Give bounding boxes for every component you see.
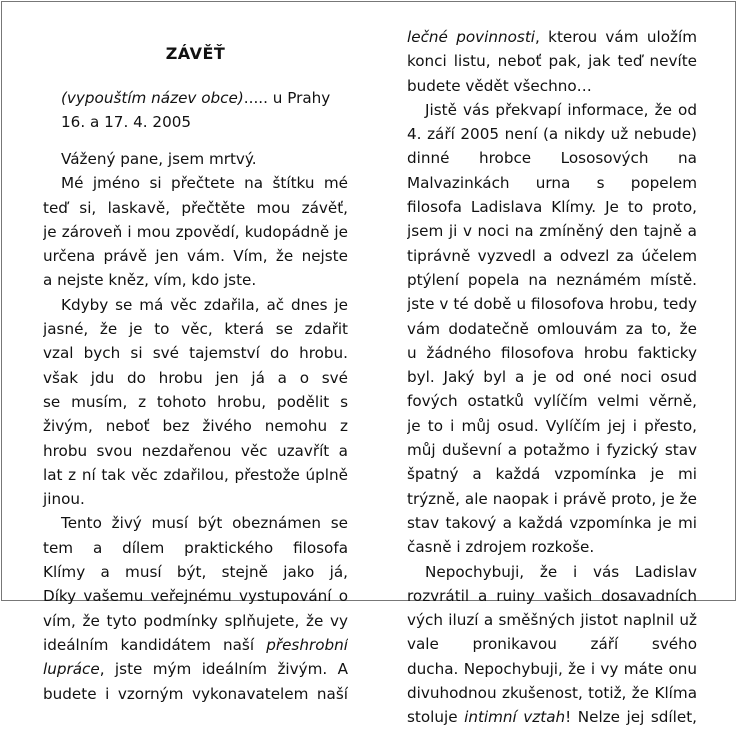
text-segment: budete i vzorným vykonavatelem naší	[43, 684, 348, 703]
text-line: divuhodnou zkušenost, totiž, že Klíma	[407, 684, 697, 703]
text-line: 4. září 2005 není (a nikdy už nebude)	[407, 125, 697, 144]
text-line: jste v té době u filosofova hrobu, tedy	[407, 295, 697, 314]
text-line	[43, 633, 348, 657]
text-line: Díky vašemu veřejnému vystupování o	[43, 587, 348, 606]
text-line: vám dodatečně omlouvám za to, že	[407, 319, 697, 338]
text-line: můj duševní a potažmo i fyzický stav	[407, 441, 697, 460]
text-line: tem a dílem praktického filosofa	[43, 538, 348, 557]
text-line: fových ostatků vylíčím velmi věrně,	[407, 392, 697, 411]
text-line: časně i zdrojem rozkoše.	[407, 538, 595, 557]
text-line	[43, 682, 348, 706]
text-segment: ideálním kandidátem naší	[43, 635, 267, 654]
text-line: Malvazinkách urna s popelem	[407, 173, 697, 192]
text-line: vale pronikavou září svého	[407, 635, 697, 654]
text-line	[407, 25, 697, 49]
text-line: u žádného filosofova hrobu fakticky	[407, 343, 697, 362]
text-line: lat z ní tak věc zdařilou, přestože úplně	[43, 465, 348, 484]
date-line: 16. a 17. 4. 2005	[61, 113, 192, 132]
place-line-italic: (vypouštím název obce)	[61, 89, 244, 107]
text-line: určena právě jen vám. Vím, že nejste	[43, 247, 348, 266]
text-line: byl. Jaký byl a je od oné noci osud	[407, 368, 697, 387]
text-line: Vážený pane, jsem mrtvý.	[61, 150, 257, 168]
text-line: Klímy a musí být, stejně jako já,	[43, 563, 348, 582]
right-body-text	[407, 25, 697, 730]
text-line: však jdu do hrobu jen já a o své	[43, 368, 348, 387]
italic-segment: přeshrobní	[266, 635, 348, 654]
text-line: Kdyby se má věc zdařila, ač dnes je	[61, 295, 348, 314]
text-line: vím, že tyto podmínky splňujete, že vy	[43, 611, 348, 630]
text-line: ptýlení popela na neznámém místě.	[407, 270, 697, 289]
text-line	[407, 705, 697, 729]
text-line: jsem ji v noci na zmíněný den tajně a	[407, 222, 697, 241]
text-line: rozvrátil a ruiny vašich dosavadních	[407, 586, 697, 605]
document-title: ZÁVĚŤ	[165, 44, 226, 63]
text-line: a nejste kněz, vím, kdo jste.	[43, 271, 257, 290]
text-line: ducha. Nepochybuji, že i vy máte onu	[407, 659, 697, 678]
text-segment: jasné, že je to věc, která se zdařit	[43, 320, 348, 339]
text-line: je to i můj osud. Vylíčím jej i přesto,	[407, 416, 697, 435]
text-segment: stoluje	[407, 708, 465, 727]
italic-segment: lupráce	[43, 660, 100, 679]
text-line: filosofa Ladislava Klímy. Je to proto,	[407, 198, 697, 217]
text-line: se musím, z tohoto hrobu, podělit s	[43, 392, 348, 411]
text-line	[43, 657, 348, 681]
text-line: trýzně, ale naopak i právě proto, je že	[407, 489, 697, 508]
header-block	[61, 86, 348, 135]
text-line: je zároveň i mou zpovědí, kudopádně je	[43, 222, 348, 241]
text-line: Jistě vás překvapí informace, že od	[425, 100, 697, 119]
place-line	[61, 86, 348, 110]
text-line: jinou.	[43, 490, 85, 509]
text-segment: , kterou vám uložím	[535, 28, 697, 46]
text-line: vzal bych si své tajemství do hrobu.	[43, 344, 348, 363]
text-line: Tento živý musí být obeznámen se	[61, 514, 348, 533]
text-segment: ! Nelze jej sdílet,	[565, 708, 697, 727]
text-line: vých iluzí a směšných jistot naplnil už	[407, 611, 697, 630]
left-body-text	[43, 147, 348, 706]
italic-segment: lečné povinnosti	[407, 28, 535, 46]
text-line: stav takový a každá vzpomínka je mi	[407, 513, 697, 532]
text-segment: , jste mým ideálním živým. A	[99, 660, 348, 679]
text-line: konci listu, neboť pak, jak teď nevíte	[407, 52, 697, 71]
text-line: tiprávně vyzvedl a odvezl za účelem	[407, 246, 697, 265]
text-line: Mé jméno si přečtete na štítku mé	[61, 174, 348, 193]
text-line: Nepochybuji, že i vás Ladislav	[425, 562, 697, 581]
text-line: dinné hrobce Lososových na	[407, 149, 697, 168]
place-line-rest: ..... u Prahy	[243, 89, 331, 107]
text-line: hrobu svou nezdařenou věc uzavřít a	[43, 441, 348, 460]
italic-segment: intimní vztah	[464, 708, 566, 727]
text-line: živým, neboť bez živého nemohu z	[43, 417, 348, 436]
text-line: teď si, laskavě, přečtěte mou závěť,	[43, 198, 348, 217]
text-line	[43, 317, 348, 341]
text-line: špatný a každá vzpomínka je mi	[407, 465, 697, 484]
text-line: budete vědět všechno…	[407, 76, 592, 95]
